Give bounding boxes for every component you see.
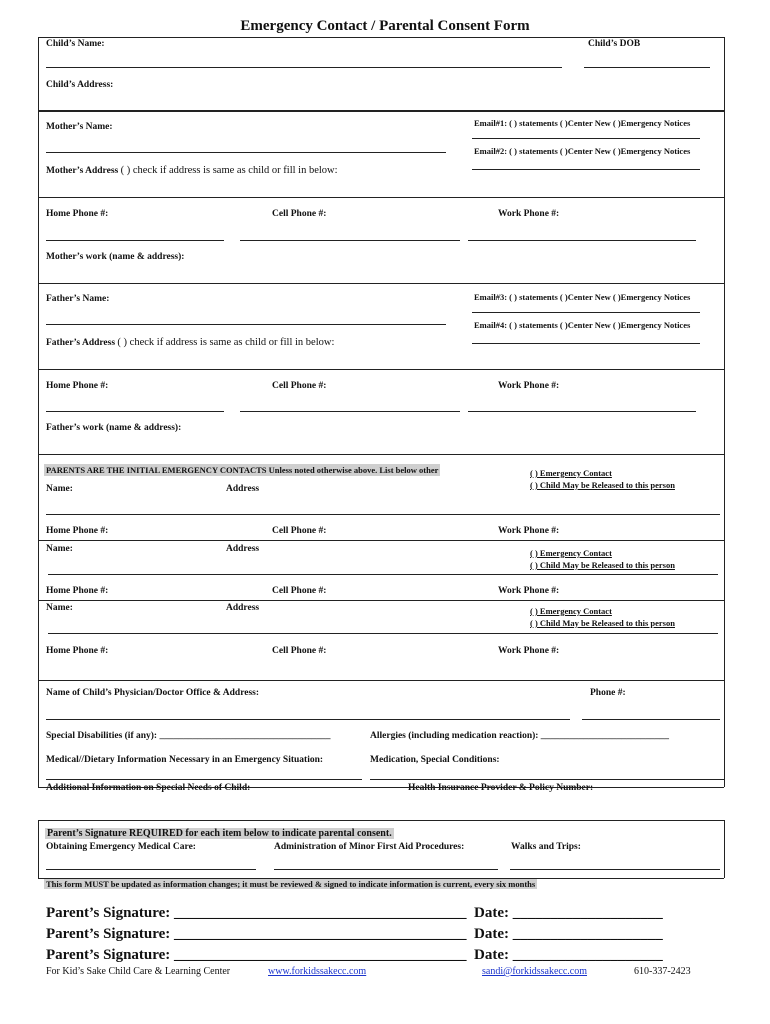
childs-name-label: Child’s Name: [46, 39, 105, 49]
email-link[interactable]: sandi@forkidssakecc.com [482, 966, 588, 977]
contact3-home-phone-label: Home Phone #: [46, 646, 109, 656]
email4-field[interactable] [472, 343, 700, 344]
childs-address-label: Child’s Address: [46, 80, 114, 90]
fathers-address-field[interactable] [38, 369, 724, 370]
contact3-release-option[interactable]: ( ) Child May be Released to this person [530, 618, 675, 628]
mother-home-phone-label: Home Phone #: [46, 209, 109, 219]
signature-date-1[interactable]: Date: ____________________ [474, 905, 663, 921]
contact1-phone-field[interactable] [38, 540, 724, 541]
contact2-home-phone-label: Home Phone #: [46, 586, 109, 596]
contact2-release-option[interactable]: ( ) Child May be Released to this person [530, 560, 675, 570]
fathers-name-label: Father’s Name: [46, 294, 110, 304]
mothers-work-label: Mother’s work (name & address): [46, 252, 185, 262]
contact1-address-label: Address [226, 484, 260, 494]
contacts-bottom-border [38, 680, 724, 681]
physician-label: Name of Child’s Physician/Doctor Office & Address: [46, 688, 260, 698]
allergies-field[interactable]: Allergies (including medication reaction): ___________________________ [370, 731, 670, 741]
walks-trips-signature[interactable] [510, 869, 720, 870]
frame-top-border [38, 37, 724, 38]
childs-dob-label: Child’s DOB [588, 39, 641, 49]
contact1-cell-phone-label: Cell Phone #: [272, 526, 327, 536]
walks-trips-label: Walks and Trips: [511, 842, 581, 852]
mother-cell-phone-label: Cell Phone #: [272, 209, 327, 219]
mothers-address-line [46, 165, 338, 176]
frame-left-border [38, 37, 39, 787]
parent-signature-2[interactable]: Parent’s Signature: _______________________________________ [46, 926, 467, 942]
consent-left-border [38, 820, 39, 878]
emergency-medical-care-signature[interactable] [46, 869, 256, 870]
update-notice: This form MUST be updated as information changes; it must be reviewed & signed to indicate information is current, every six months [46, 879, 536, 889]
contact3-name-field[interactable] [48, 633, 718, 634]
fathers-address-label: Father’s Address [46, 338, 116, 348]
emergency-medical-care-label: Obtaining Emergency Medical Care: [46, 842, 196, 852]
contact3-work-phone-label: Work Phone #: [498, 646, 560, 656]
father-work-phone-label: Work Phone #: [498, 381, 560, 391]
email3-options[interactable]: Email#3: ( ) statements ( )Center New ( )Emergency Notices [474, 292, 691, 302]
additional-info-label: Additional Information on Special Needs of Child: [46, 783, 251, 793]
contact3-name-label: Name: [46, 603, 73, 613]
mothers-same-address-check[interactable]: ( ) check if address is same as child or fill in below: [120, 165, 338, 176]
contact1-release-option[interactable]: ( ) Child May be Released to this person [530, 480, 675, 490]
medication-conditions-label: Medication, Special Conditions: [370, 755, 500, 765]
first-aid-label: Administration of Minor First Aid Procedures: [274, 842, 465, 852]
fathers-work-label: Father’s work (name & address): [46, 423, 182, 433]
contact3-address-label: Address [226, 603, 260, 613]
contacts-header: PARENTS ARE THE INITIAL EMERGENCY CONTACTS Unless noted otherwise above. List below other [46, 465, 439, 475]
contact1-emergency-option[interactable]: ( ) Emergency Contact [530, 468, 612, 478]
mothers-name-field[interactable] [46, 152, 446, 153]
consent-header: Parent’s Signature REQUIRED for each item below to indicate parental consent. [47, 828, 392, 839]
email2-field[interactable] [472, 169, 700, 170]
additional-info-field[interactable] [38, 820, 724, 821]
parent-signature-1[interactable]: Parent’s Signature: _______________________________________ [46, 905, 467, 921]
contact2-emergency-option[interactable]: ( ) Emergency Contact [530, 548, 612, 558]
email2-options[interactable]: Email#2: ( ) statements ( )Center New ( )Emergency Notices [474, 146, 691, 156]
mother-home-phone-field[interactable] [46, 240, 224, 241]
insurance-label: Health Insurance Provider & Policy Number: [408, 783, 594, 793]
contact3-emergency-option[interactable]: ( ) Emergency Contact [530, 606, 612, 616]
contact2-address-label: Address [226, 544, 260, 554]
fathers-name-field[interactable] [46, 324, 446, 325]
form-title: Emergency Contact / Parental Consent Form [240, 18, 530, 34]
signature-date-3[interactable]: Date: ____________________ [474, 947, 663, 963]
email3-field[interactable] [472, 312, 700, 313]
mother-work-phone-field[interactable] [468, 240, 696, 241]
contact2-name-label: Name: [46, 544, 73, 554]
email1-field[interactable] [472, 138, 700, 139]
physician-field[interactable] [46, 719, 570, 720]
consent-right-border [724, 820, 725, 878]
mothers-address-field[interactable] [38, 197, 724, 198]
dietary-info-field[interactable] [46, 779, 362, 780]
father-cell-phone-field[interactable] [240, 411, 460, 412]
email4-options[interactable]: Email#4: ( ) statements ( )Center New ( )Emergency Notices [474, 320, 691, 330]
frame-right-border [724, 37, 725, 787]
signature-date-2[interactable]: Date: ____________________ [474, 926, 663, 942]
website-link[interactable]: www.forkidssakecc.com [268, 966, 367, 977]
fathers-work-field[interactable] [38, 454, 724, 455]
medication-conditions-field[interactable] [370, 779, 724, 780]
father-cell-phone-label: Cell Phone #: [272, 381, 327, 391]
email1-options[interactable]: Email#1: ( ) statements ( )Center New ( )Emergency Notices [474, 118, 691, 128]
mother-cell-phone-field[interactable] [240, 240, 460, 241]
father-home-phone-label: Home Phone #: [46, 381, 109, 391]
mother-work-phone-label: Work Phone #: [498, 209, 560, 219]
physician-phone-label: Phone #: [590, 688, 626, 698]
fathers-same-address-check[interactable]: ( ) check if address is same as child or fill in below: [117, 337, 335, 348]
special-disabilities-field[interactable]: Special Disabilities (if any): ____________________________________ [46, 731, 331, 741]
father-work-phone-field[interactable] [468, 411, 696, 412]
mothers-work-field[interactable] [38, 283, 724, 284]
phone-number: 610-337-2423 [634, 966, 691, 977]
medical-bottom-border [38, 787, 724, 788]
contact3-cell-phone-label: Cell Phone #: [272, 646, 327, 656]
parent-signature-3[interactable]: Parent’s Signature: _______________________________________ [46, 947, 467, 963]
contact1-work-phone-label: Work Phone #: [498, 526, 560, 536]
childs-address-field[interactable] [38, 110, 724, 112]
center-name: For Kid’s Sake Child Care & Learning Center [46, 966, 231, 977]
fathers-address-line [46, 337, 334, 348]
contact2-name-field[interactable] [48, 574, 718, 575]
childs-dob-field[interactable] [584, 67, 710, 68]
father-home-phone-field[interactable] [46, 411, 224, 412]
contact1-name-label: Name: [46, 484, 73, 494]
childs-name-field[interactable] [46, 67, 562, 68]
contact2-work-phone-label: Work Phone #: [498, 586, 560, 596]
physician-phone-field[interactable] [582, 719, 720, 720]
contact2-cell-phone-label: Cell Phone #: [272, 586, 327, 596]
first-aid-signature[interactable] [274, 869, 498, 870]
mothers-name-label: Mother’s Name: [46, 122, 113, 132]
dietary-info-label: Medical//Dietary Information Necessary in an Emergency Situation: [46, 755, 324, 765]
contact2-phone-field[interactable] [38, 600, 724, 601]
contact1-home-phone-label: Home Phone #: [46, 526, 109, 536]
contact1-name-field[interactable] [46, 514, 720, 515]
mothers-address-label: Mother’s Address [46, 166, 119, 176]
